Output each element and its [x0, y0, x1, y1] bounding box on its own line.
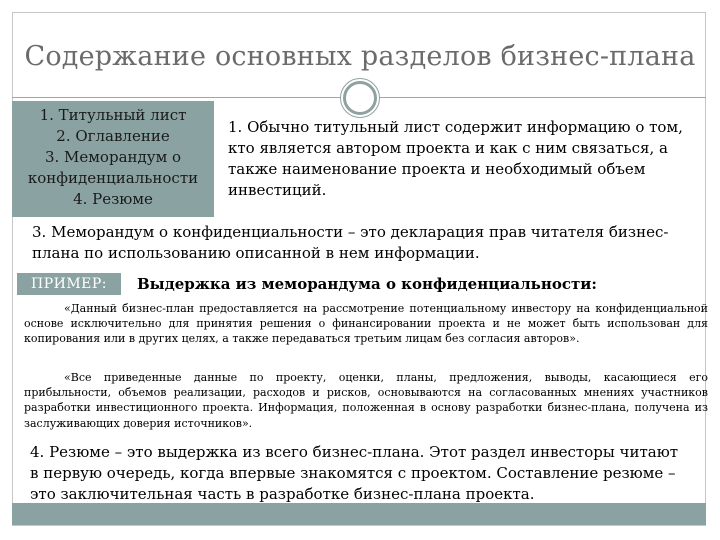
bottom-accent-bar — [12, 503, 706, 525]
toc-item-memorandum: 3. Меморандум о — [44, 148, 182, 166]
toc-item-title-page: 1. Титульный лист — [39, 106, 187, 124]
toc-item-contents: 2. Оглавление — [56, 127, 170, 145]
toc-box — [12, 101, 214, 217]
intro-paragraph: 1. Обычно титульный лист содержит информацию о том, кто является автором проекта и как с ним связаться, а также наименование проекта и необходимый объем инвестиций. — [228, 118, 683, 199]
slide-title: Содержание основных разделов бизнес-плана — [24, 41, 696, 72]
excerpt-heading: Выдержка из меморандума о конфиденциальности: — [137, 275, 597, 293]
memorandum-paragraph: 3. Меморандум о конфиденциальности – это декларация прав читателя бизнес-плана по использованию описанной в нем информации. — [32, 223, 669, 262]
example-label: ПРИМЕР: — [17, 273, 121, 295]
toc-item-memorandum-cont: конфиденциальности — [27, 169, 199, 187]
quote-paragraph-1 — [24, 301, 708, 347]
ornament-ring-icon — [343, 81, 377, 115]
quote-2-text: «Все приведенные данные по проекту, оценки, планы, предложения, выводы, касающиеся его прибыльности, объемов реализации, расходов и рисков, основываются на согласованных мнениях участников разработки инвестиционного проекта. Информация, положенная в основу разработки бизнес-плана, получена из заслуживающих доверия источников». — [24, 371, 708, 430]
quote-1-text: «Данный бизнес-план предоставляется на рассмотрение потенциальному инвестору на конфиденциальной основе исключительно для принятия решения о финансировании проекта и не может быть использован для копирования или в других целях, а также передаваться третьим лицам без согласия авторов». — [24, 302, 708, 346]
quote-paragraph-2 — [24, 370, 708, 431]
toc-item-resume: 4. Резюме — [73, 190, 153, 208]
resume-paragraph: 4. Резюме – это выдержка из всего бизнес-плана. Этот раздел инвесторы читают в первую очередь, когда впервые знакомятся с проектом. Составление резюме – это заключительная часть в разработке бизнес-плана проекта. — [30, 443, 679, 503]
